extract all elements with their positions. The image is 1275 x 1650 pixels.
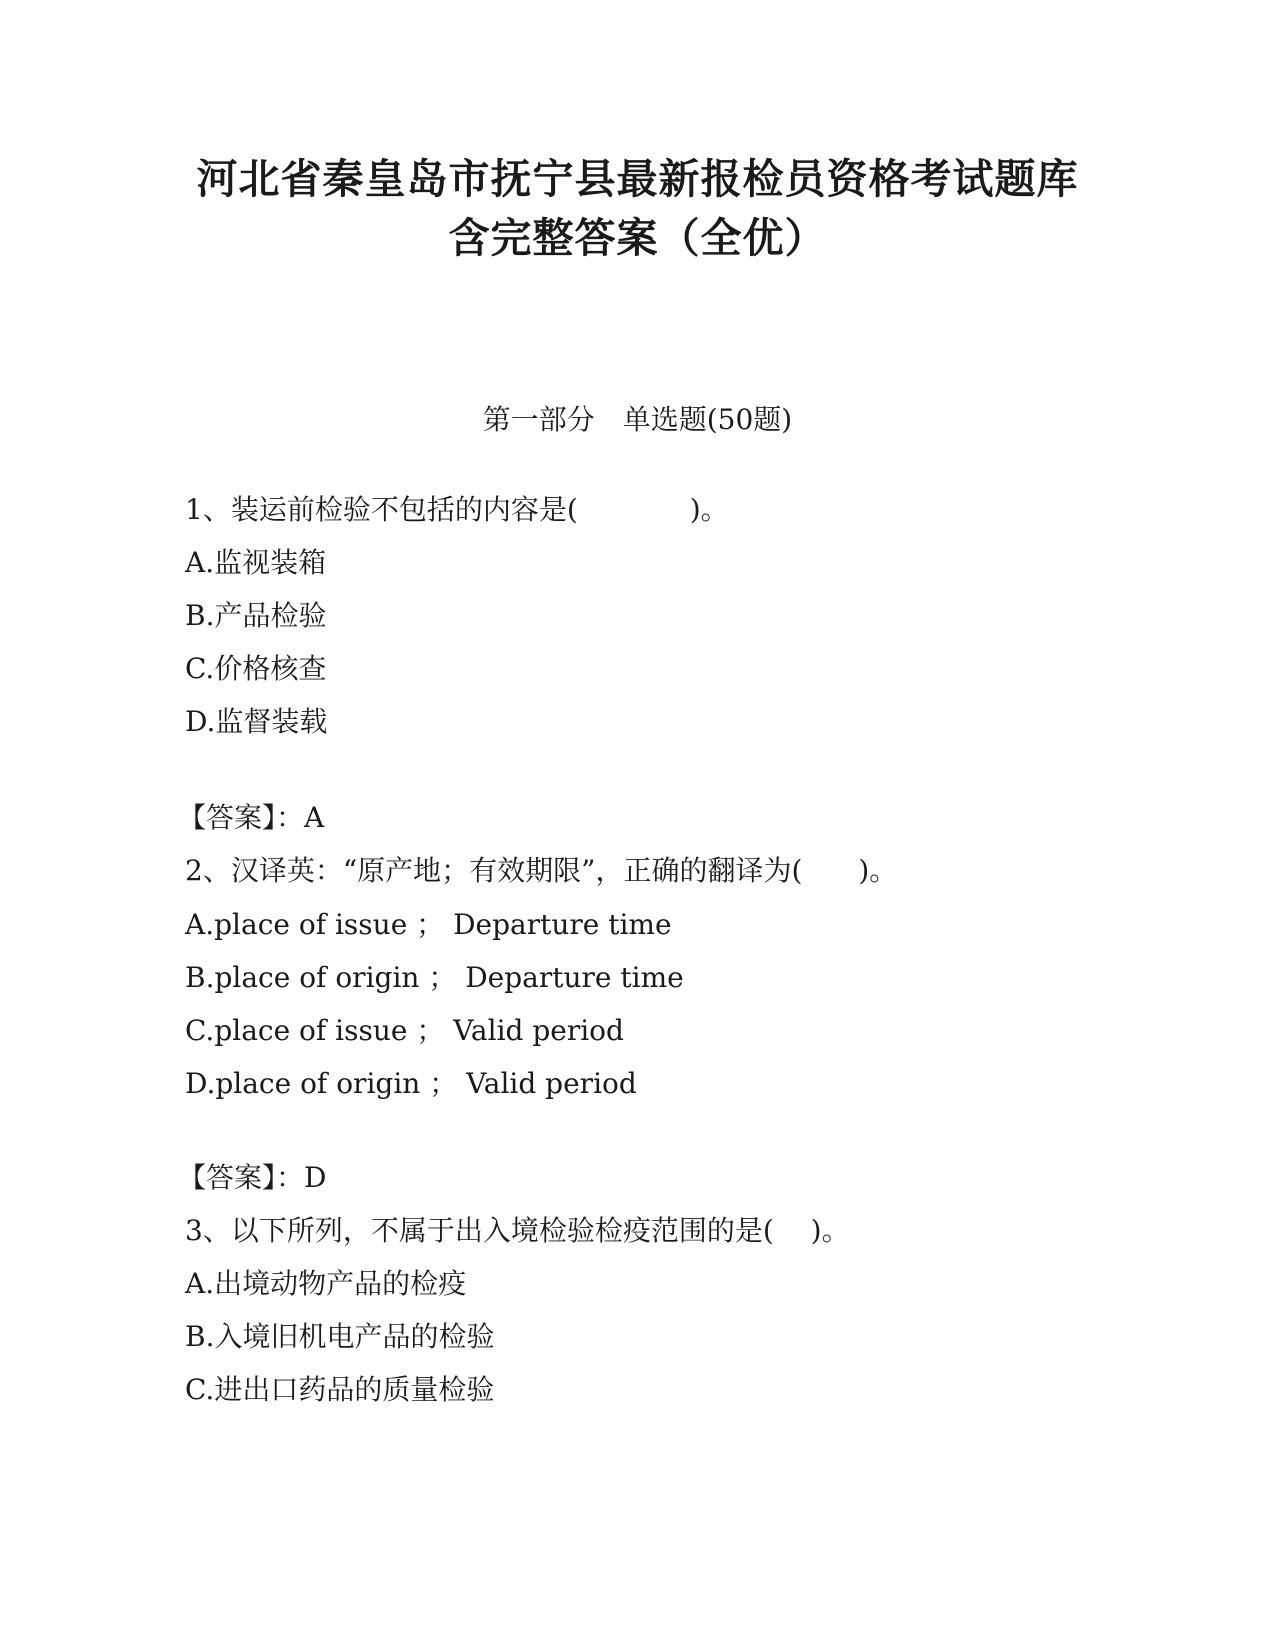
question-1-stem: 1、装运前检验不包括的内容是( )。: [185, 493, 729, 526]
question-1-answer: 【答案】：A: [178, 801, 325, 834]
question-3-option-c: C.进出口药品的质量检验: [185, 1373, 495, 1406]
question-2-option-a: A.place of issue ； Departure time: [185, 908, 672, 941]
question-1-option-c: C.价格核查: [185, 652, 327, 685]
question-1-option-b: B.产品检验: [185, 599, 327, 632]
question-1-option-a: A.监视装箱: [185, 546, 327, 579]
document-title-line-1: 河北省秦皇岛市抚宁县最新报检员资格考试题库: [196, 155, 1079, 203]
question-2-option-b: B.place of origin ； Departure time: [185, 961, 684, 994]
question-3-option-b: B.入境旧机电产品的检验: [185, 1320, 495, 1353]
document-title-line-2: 含完整答案（全优）: [448, 214, 827, 262]
question-1-option-d: D.监督装载: [185, 705, 328, 738]
question-2-answer: 【答案】：D: [178, 1161, 327, 1194]
question-3-stem: 3、以下所列，不属于出入境检验检疫范围的是( )。: [185, 1214, 850, 1247]
question-3-option-a: A.出境动物产品的检疫: [185, 1267, 467, 1300]
question-2-option-c: C.place of issue ； Valid period: [185, 1014, 624, 1047]
section-heading: 第一部分 单选题(50题): [482, 403, 793, 436]
question-2-stem: 2、汉译英：“原产地；有效期限”，正确的翻译为( )。: [185, 854, 898, 887]
question-2-option-d: D.place of origin ； Valid period: [185, 1067, 637, 1100]
